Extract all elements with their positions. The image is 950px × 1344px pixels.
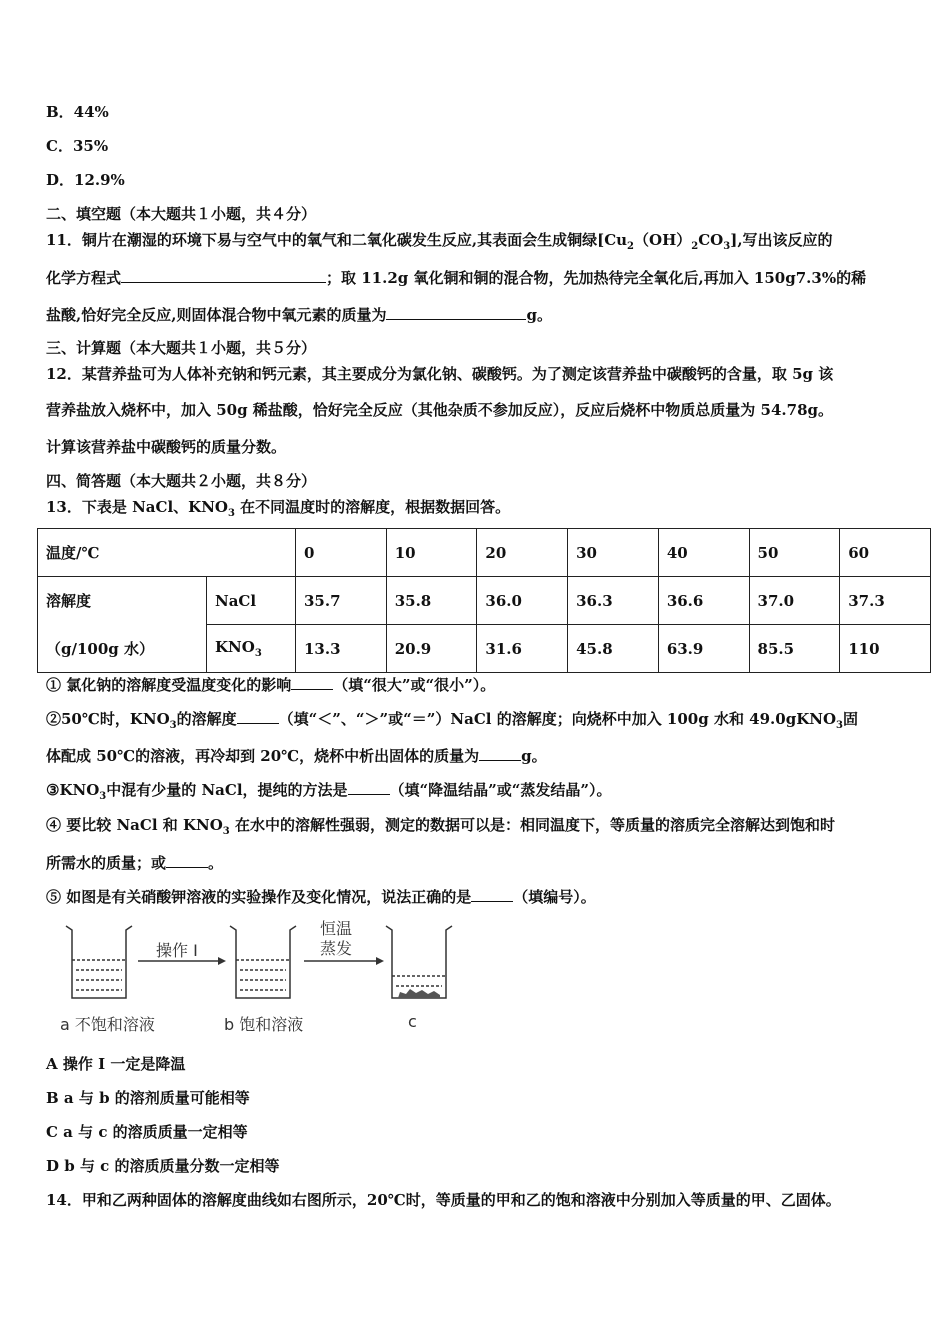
table-row <box>38 625 931 673</box>
table-row <box>38 577 931 625</box>
table-cell: 10 <box>386 529 477 577</box>
q13-part2-line1: ②50℃时，$KNO_3$的溶解度 （填“＜”、“＞”或“＝”）NaCl 的溶解度；向烧杯中加入 100g 水和 49.0gKNO$_3$固 <box>46 710 859 731</box>
table-cell: 20 <box>477 529 568 577</box>
section3-title: 三、计算题（本大题共１小题，共５分） <box>46 339 317 357</box>
answer-blank[interactable] <box>237 708 279 724</box>
answer-blank[interactable] <box>291 674 333 690</box>
beaker-a <box>66 926 132 998</box>
beaker-b <box>230 926 296 998</box>
q13-part2-line2: 体配成 50℃的溶液，再冷却到 20℃，烧杯中析出固体的质量为 g。 <box>46 747 547 765</box>
q12-line1: 12．某营养盐可为人体补充钠和钙元素，其主要成分为氯化钠、碳酸钙。为了测定该营养盐中碳酸钙的含量，取 5g 该 <box>46 365 834 383</box>
answer-blank[interactable] <box>348 779 390 795</box>
q13-part1: ① 氯化钠的溶解度受温度变化的影响 （填“很大”或“很小”）。 <box>46 676 496 694</box>
section4-title: 四、简答题（本大题共２小题，共８分） <box>46 472 317 490</box>
q13-part4-line2: 所需水的质量；或 。 <box>46 854 224 872</box>
table-cell: 溶解度 <box>38 577 207 625</box>
table-cell: NaCl <box>207 577 296 625</box>
q12-line3: 计算该营养盐中碳酸钙的质量分数。 <box>46 438 287 456</box>
q13-part5: ⑤ 如图是有关硝酸钾溶液的实验操作及变化情况，说法正确的是 （填编号）。 <box>46 888 596 906</box>
table-cell: 36.3 <box>568 577 659 625</box>
table-cell: 30 <box>568 529 659 577</box>
answer-blank[interactable] <box>479 745 521 761</box>
q13-part4-line1: ④ 要比较 NaCl 和 $KNO_3$ 在水中的溶解性强弱，测定的数据可以是：相同温度下，等质量的溶质完全溶解达到饱和时 <box>46 816 835 837</box>
label-a: a 不饱和溶液 <box>60 1015 155 1034</box>
table-cell: 37.3 <box>840 577 931 625</box>
table-cell: 37.0 <box>749 577 840 625</box>
table-cell: 36.0 <box>477 577 568 625</box>
label-c: c <box>408 1012 417 1031</box>
option-b: B．44% <box>46 103 109 121</box>
choice-c: C a 与 c 的溶质质量一定相等 <box>46 1123 248 1141</box>
table-cell: 13.3 <box>296 625 387 673</box>
table-cell: 40 <box>658 529 749 577</box>
table-cell: 60 <box>840 529 931 577</box>
choice-a: A 操作 I 一定是降温 <box>46 1055 186 1073</box>
q11-line3: 盐酸,恰好完全反应,则固体混合物中氧元素的质量为 g。 <box>46 306 552 324</box>
operation-1-label: 操作 I <box>156 941 198 960</box>
solubility-table <box>37 528 931 673</box>
table-cell: $KNO_3$ <box>207 625 296 673</box>
option-d: D．12.9% <box>46 171 125 189</box>
table-cell: 35.7 <box>296 577 387 625</box>
operation-2-label-line1: 恒温 <box>320 919 353 938</box>
table-cell: 45.8 <box>568 625 659 673</box>
q12-line2: 营养盐放入烧杯中，加入 50g 稀盐酸，恰好完全反应（其他杂质不参加反应），反应后烧杯中物质总质量为 54.78g。 <box>46 401 833 419</box>
q13-intro: 13．下表是 NaCl、$KNO_3$ 在不同温度时的溶解度，根据数据回答。 <box>46 498 511 519</box>
answer-blank[interactable] <box>471 886 513 902</box>
q14-text: 14．甲和乙两种固体的溶解度曲线如右图所示，20℃时，等质量的甲和乙的饱和溶液中分别加入等质量的甲、乙固体。 <box>46 1191 841 1209</box>
arrow-2 <box>304 957 384 965</box>
choice-d: D b 与 c 的溶质质量分数一定相等 <box>46 1157 280 1175</box>
table-cell: 温度/℃ <box>38 529 296 577</box>
table-cell: （g/100g 水） <box>38 625 207 673</box>
table-cell: 85.5 <box>749 625 840 673</box>
beaker-c <box>386 926 452 998</box>
section2-title: 二、填空题（本大题共１小题，共４分） <box>46 205 317 223</box>
table-cell: 50 <box>749 529 840 577</box>
q13-part3: $③KNO_3$中混有少量的 NaCl，提纯的方法是 （填“降温结晶”或“蒸发结晶”）。 <box>46 781 612 802</box>
label-b: b 饱和溶液 <box>224 1015 304 1034</box>
table-cell: 0 <box>296 529 387 577</box>
q11-line1: 11．铜片在潮湿的环境下易与空气中的氧气和二氧化碳发生反应,其表面会生成铜绿$[Cu_2(OH)_2CO_3]$,写出该反应的 <box>46 231 833 252</box>
option-c: C．35% <box>46 137 109 155</box>
answer-blank[interactable] <box>166 852 208 868</box>
choice-b: B a 与 b 的溶剂质量可能相等 <box>46 1089 250 1107</box>
table-cell: 110 <box>840 625 931 673</box>
table-cell: 35.8 <box>386 577 477 625</box>
q11-line2: 化学方程式 ；取 11.2g 氧化铜和铜的混合物，先加热待完全氧化后,再加入 150g7.3%的稀 <box>46 269 867 287</box>
table-cell: 31.6 <box>477 625 568 673</box>
crystal-precipitate <box>398 989 440 998</box>
operation-2-label-line2: 蒸发 <box>320 939 353 958</box>
table-cell: 63.9 <box>658 625 749 673</box>
beaker-experiment-figure <box>58 916 458 1040</box>
table-row <box>38 529 931 577</box>
answer-blank[interactable] <box>121 267 326 283</box>
answer-blank[interactable] <box>386 304 526 320</box>
table-cell: 20.9 <box>386 625 477 673</box>
table-cell: 36.6 <box>658 577 749 625</box>
